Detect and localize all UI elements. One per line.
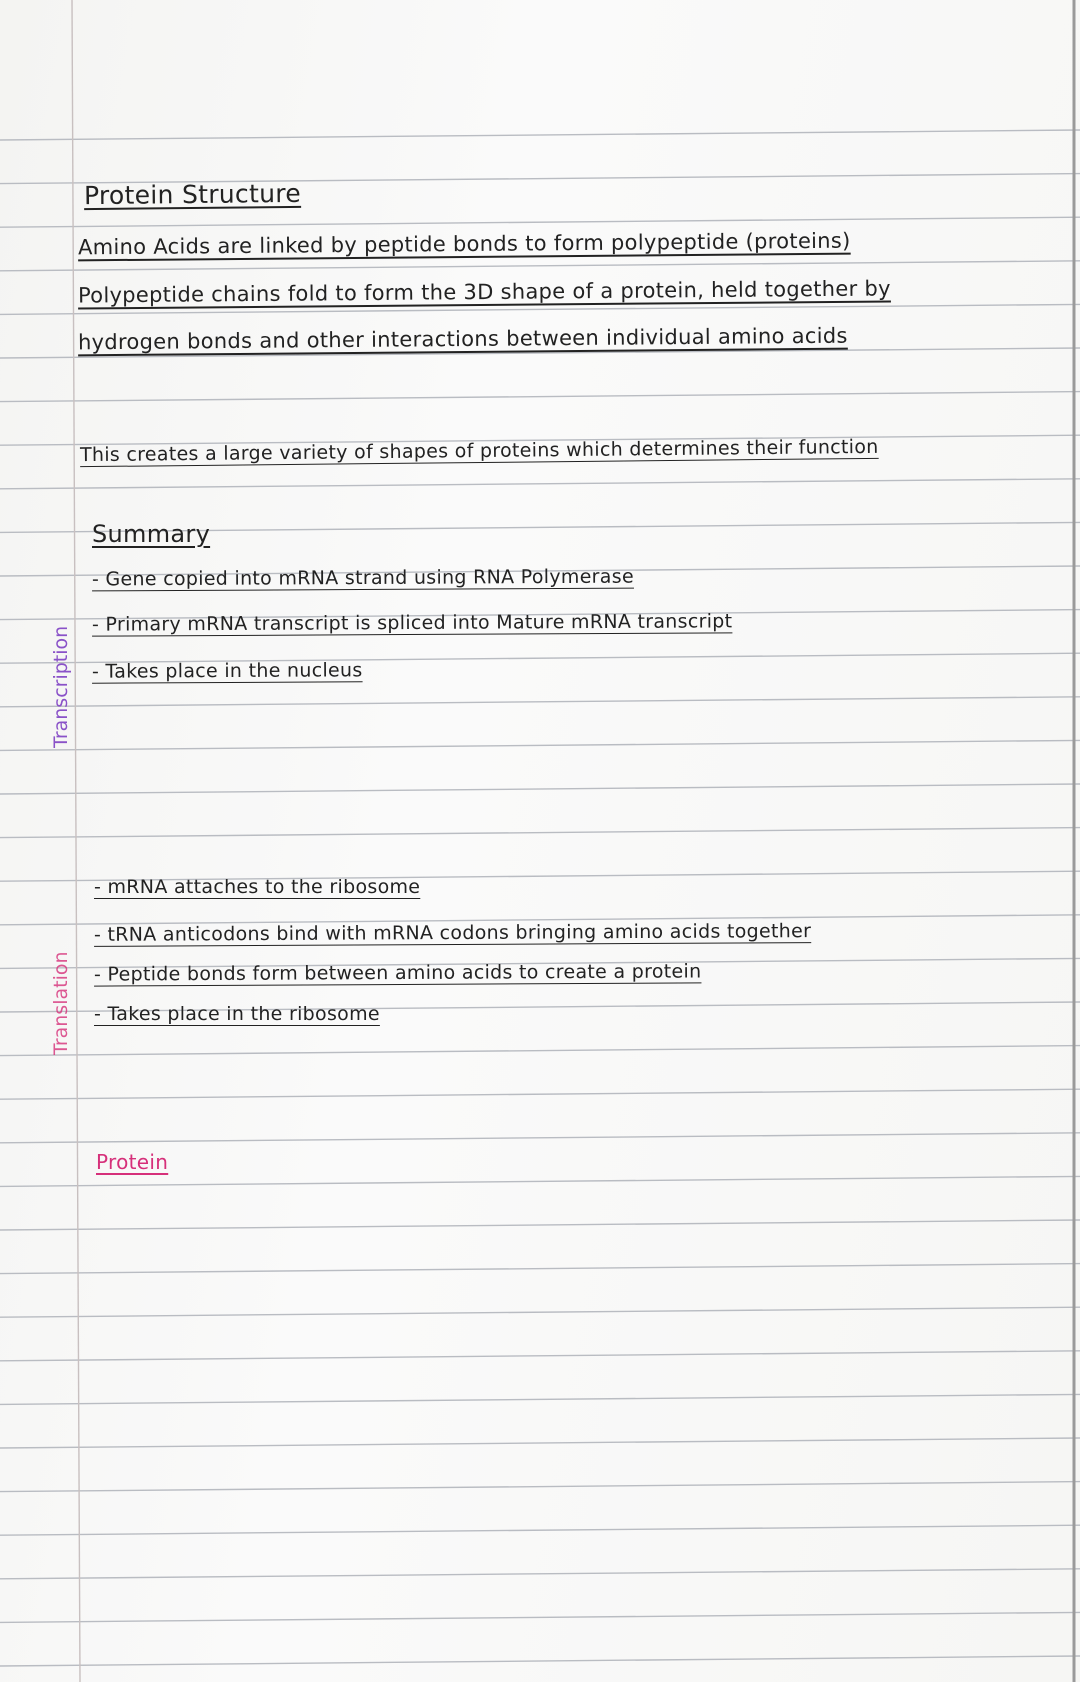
transcription-point-3: - Takes place in the nucleus bbox=[91, 659, 363, 683]
translation-point-2: - tRNA anticodons bind with mRNA codons bringing amino acids together bbox=[93, 920, 812, 946]
ruled-line bbox=[0, 697, 1080, 707]
ruled-line bbox=[0, 1482, 1080, 1492]
ruled-line bbox=[0, 1394, 1080, 1404]
ruled-line bbox=[0, 1307, 1080, 1317]
ruled-line bbox=[0, 261, 1080, 271]
ruled-line bbox=[0, 479, 1080, 489]
ruled-line bbox=[0, 740, 1080, 750]
ruled-line bbox=[0, 1525, 1080, 1535]
footer-word-protein: Protein bbox=[96, 1150, 169, 1174]
ruled-line bbox=[0, 1438, 1080, 1448]
transcription-point-2: - Primary mRNA transcript is spliced into Mature mRNA transcript bbox=[91, 610, 733, 636]
ruled-line bbox=[0, 1133, 1080, 1143]
ruled-line bbox=[0, 1046, 1080, 1056]
intro-line-1: Amino Acids are linked by peptide bonds to form polypeptide (proteins) bbox=[77, 228, 851, 260]
ruled-line bbox=[0, 1656, 1080, 1666]
ruled-line bbox=[0, 1264, 1080, 1274]
ruled-line bbox=[0, 217, 1080, 227]
ruled-line bbox=[0, 784, 1080, 794]
ruled-line bbox=[0, 392, 1080, 402]
ruled-line bbox=[0, 130, 1080, 140]
ruled-line bbox=[0, 1569, 1080, 1579]
ruled-line bbox=[0, 1089, 1080, 1099]
ruled-line bbox=[0, 1351, 1080, 1361]
transcription-label: Transcription bbox=[50, 625, 72, 748]
translation-point-1: - mRNA attaches to the ribosome bbox=[94, 876, 421, 898]
variety-line: This creates a large variety of shapes of proteins which determines their function bbox=[79, 435, 879, 467]
translation-point-4: - Takes place in the ribosome bbox=[94, 1003, 380, 1025]
intro-line-3: hydrogen bonds and other interactions between individual amino acids bbox=[77, 323, 848, 355]
ruled-line bbox=[0, 1176, 1080, 1186]
intro-line-2: Polypeptide chains fold to form the 3D shape of a protein, held together by bbox=[77, 276, 891, 308]
ruled-line bbox=[0, 1612, 1080, 1622]
transcription-point-1: - Gene copied into mRNA strand using RNA Polymerase bbox=[91, 565, 634, 591]
page-title: Protein Structure bbox=[83, 178, 302, 211]
ruled-line bbox=[0, 1220, 1080, 1230]
ruled-line bbox=[0, 828, 1080, 838]
translation-label: Translation bbox=[50, 951, 72, 1055]
translation-point-3: - Peptide bonds form between amino acids to create a protein bbox=[93, 960, 702, 986]
summary-heading: Summary bbox=[92, 520, 211, 548]
